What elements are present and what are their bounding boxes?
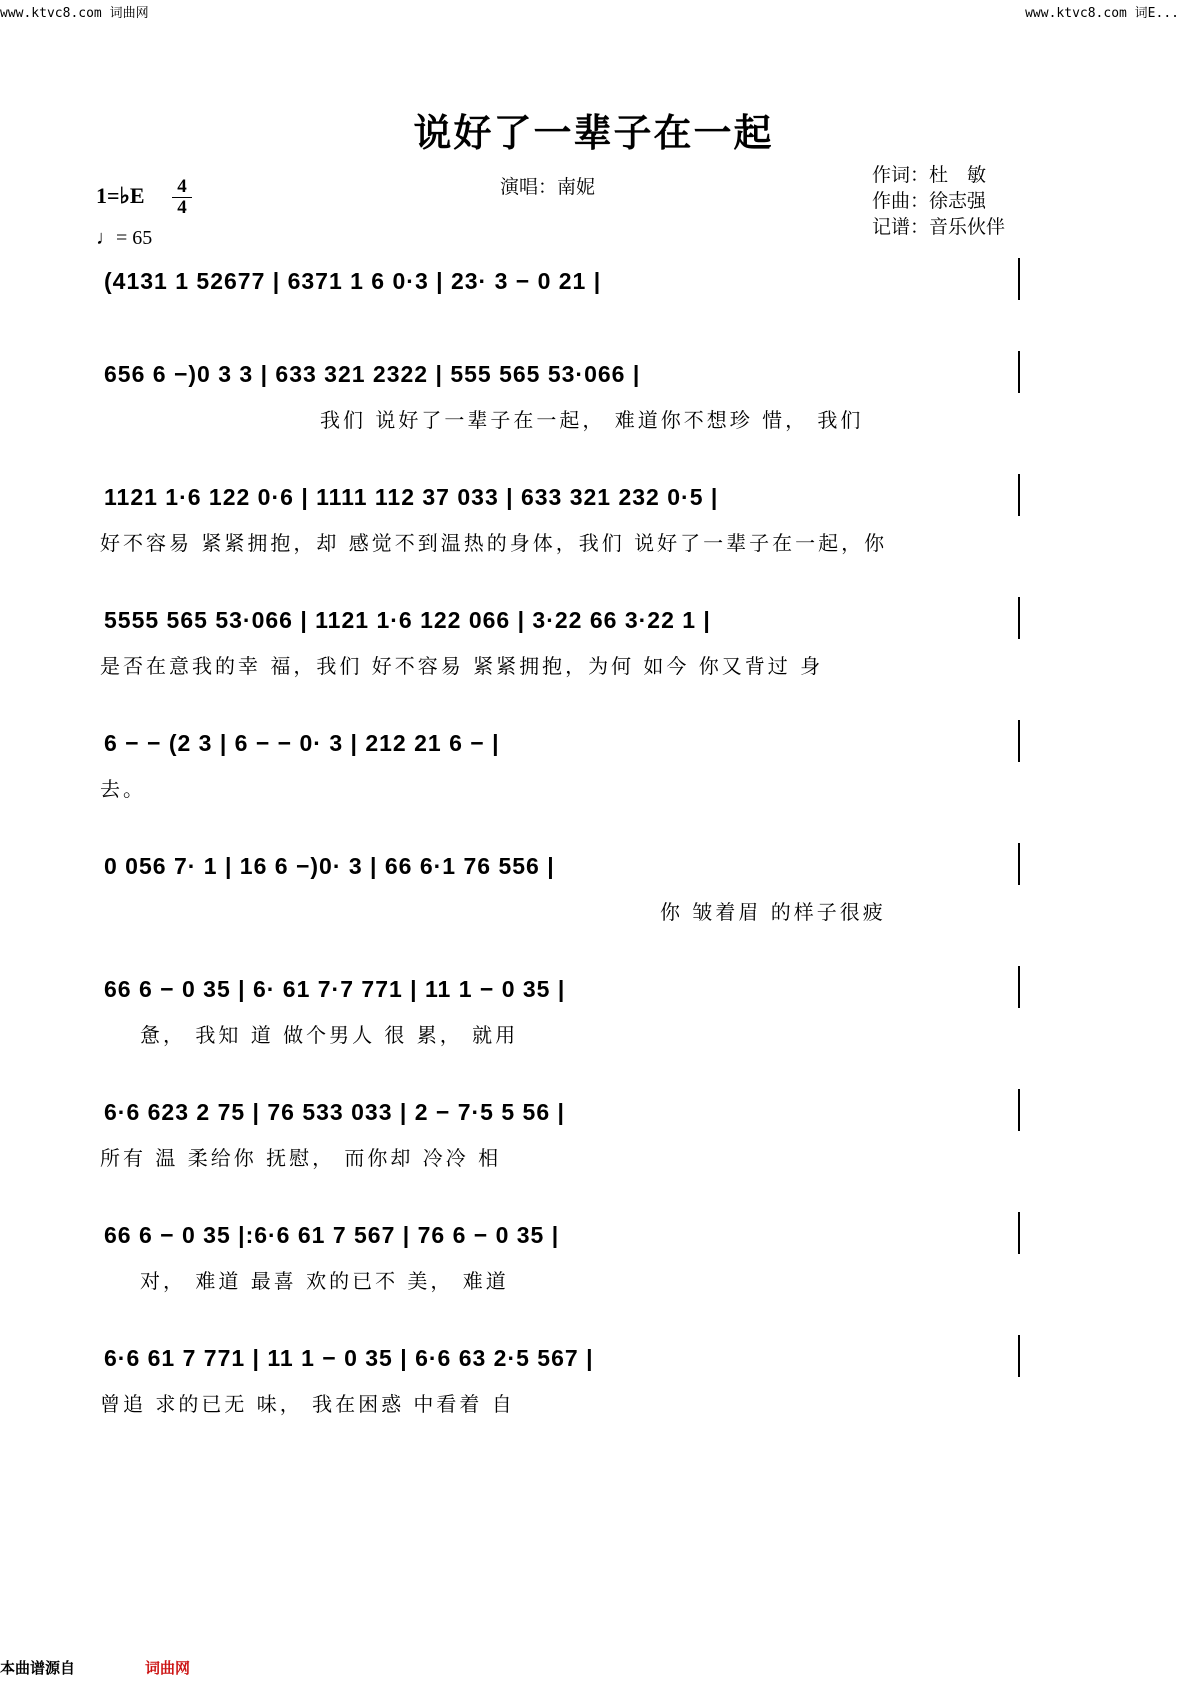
notation-row: 6·6 61 7 771 | 11 1 − 0 35 | 6·6 63 2·5 567 | (104, 1345, 594, 1371)
watermark-right: www.ktvc8.com 词E... (1025, 6, 1179, 21)
key-signature: 1=♭E (96, 183, 145, 208)
lyrics-row: 好不容易 紧紧拥抱，却 感觉不到温热的身体，我们 说好了一辈子在一起，你 (100, 531, 888, 555)
lyrics-row: 惫， 我知 道 做个男人 很 累， 就用 (140, 1023, 519, 1047)
tempo-marking (96, 227, 152, 250)
watermark-left: www.ktvc8.com 词曲网 (0, 6, 149, 21)
lyrics-row: 是否在意我的幸 福，我们 好不容易 紧紧拥抱，为何 如今 你又背过 身 (100, 654, 824, 678)
notation-row: 6·6 623 2 75 | 76 533 033 | 2 − 7·5 5 56 | (104, 1099, 565, 1125)
footer-source-label: 本曲谱源自 (0, 1659, 76, 1677)
lyrics-row: 你 皱着眉 的样子很疲 (660, 900, 886, 924)
end-barline (1018, 258, 1020, 300)
notation-row: 5555 565 53·066 | 1121 1·6 122 066 | 3·22 66 3·22 1 | (104, 607, 711, 633)
tempo-value: = 65 (116, 227, 153, 249)
lyricist: 作词：杜 敏 (872, 164, 987, 186)
notation-row: 1121 1·6 122 0·6 | 1111 112 37 033 | 633 321 232 0·5 | (104, 484, 719, 510)
end-barline (1018, 1335, 1020, 1377)
transcriber: 记谱：音乐伙伴 (872, 216, 1006, 238)
lyrics-row: 对， 难道 最喜 欢的已不 美， 难道 (140, 1269, 509, 1293)
singer: 演唱：南妮 (500, 176, 596, 198)
end-barline (1018, 474, 1020, 516)
lyrics-row: 去。 (100, 777, 146, 801)
footer-site-name: 词曲网 (145, 1659, 191, 1677)
end-barline (1018, 720, 1020, 762)
end-barline (1018, 1089, 1020, 1131)
page-title: 说好了一辈子在一起 (413, 110, 774, 155)
notation-row: (4131 1 52677 | 6371 1 6 0·3 | 23· 3 − 0 21 | (104, 268, 602, 294)
time-signature-bottom: 4 (177, 197, 187, 218)
notation-row: 656 6 −)0 3 3 | 633 321 2322 | 555 565 53·066 | (104, 361, 641, 387)
notation-row: 0 056 7· 1 | 16 6 −)0· 3 | 66 6·1 76 556 | (104, 853, 555, 879)
end-barline (1018, 843, 1020, 885)
notation-row: 66 6 − 0 35 |:6·6 61 7 567 | 76 6 − 0 35 | (104, 1222, 560, 1248)
time-signature (172, 178, 192, 217)
end-barline (1018, 1212, 1020, 1254)
end-barline (1018, 597, 1020, 639)
notation-row: 66 6 − 0 35 | 6· 61 7·7 771 | 11 1 − 0 35 | (104, 976, 566, 1002)
lyrics-row: 我们 说好了一辈子在一起， 难道你不想珍 惜， 我们 (320, 408, 864, 432)
notation-row: 6 − − (2 3 | 6 − − 0· 3 | 212 21 6 − | (104, 730, 500, 756)
composer: 作曲：徐志强 (872, 190, 987, 212)
time-signature-top: 4 (177, 176, 187, 197)
quarter-note-icon: ♩ (96, 227, 116, 249)
end-barline (1018, 966, 1020, 1008)
lyrics-row: 所有 温 柔给你 抚慰， 而你却 冷冷 相 (100, 1146, 502, 1170)
lyrics-row: 曾追 求的已无 味， 我在困惑 中看着 自 (100, 1392, 515, 1416)
end-barline (1018, 351, 1020, 393)
